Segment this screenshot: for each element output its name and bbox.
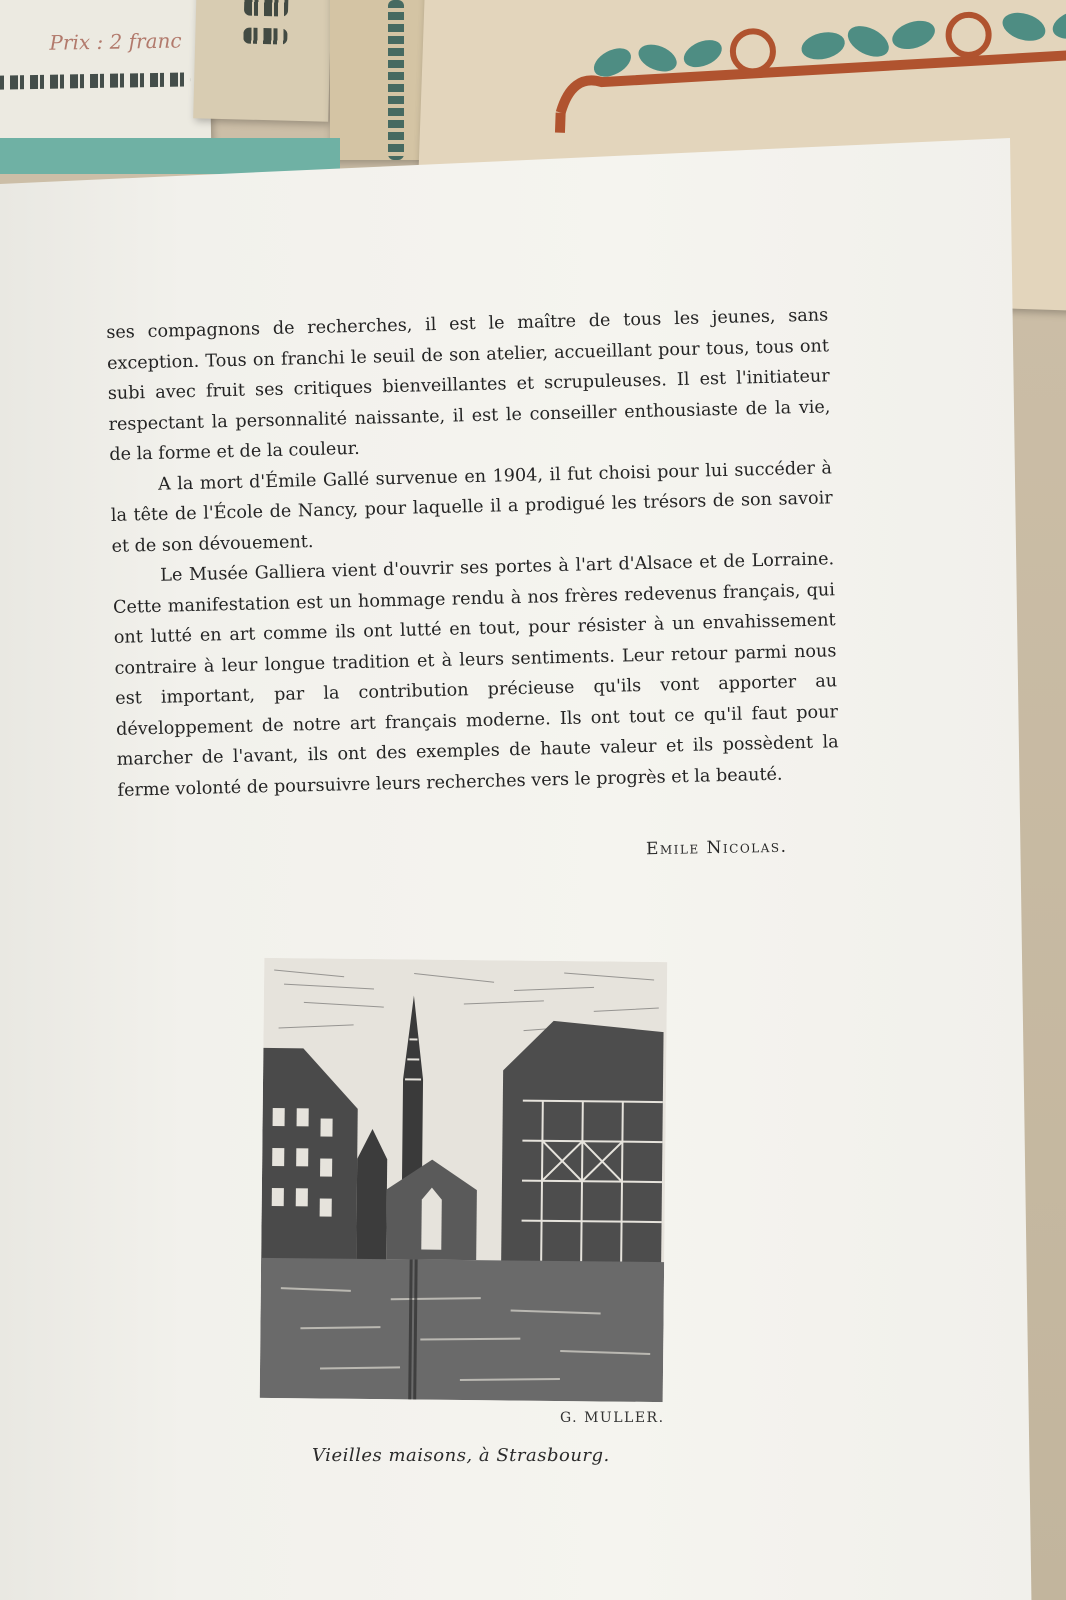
paragraph: A la mort d'Émile Gallé survenue en 1904, il fut choisi pour lui succéder à la tête de l'École de Nancy, pour laquelle il a prodigué les trésors de son savoir et de son dévouement. [110, 457, 833, 557]
article-body [106, 300, 840, 805]
illustration-credit: G. MULLER. [560, 1410, 665, 1426]
pamphlet-price-text: Prix : 2 franc [49, 28, 182, 55]
paragraph: ses compagnons de recherches, il est le maître de tous les jeunes, sans exception. Tous on franchi le seuil de son atelier, accueillant pour tous, tous ont subi avec fruit ses critiques bienveillantes et scrupuleuses. Il est l'initiateur respectant la personnalité naissante, il est le conseiller enthousiaste de la vie, de la forme et de la couleur. [106, 305, 831, 465]
pamphlet-ornament [244, 0, 289, 17]
illustration-caption: Vieilles maisons, à Strasbourg. [312, 1445, 610, 1466]
author-signature: Emile Nicolas. [645, 836, 788, 860]
background-pamphlet-middle [193, 0, 332, 122]
background-pamphlet-tall [330, 0, 430, 160]
pamphlet-ornament [243, 27, 287, 44]
pamphlet-border-ornament [0, 72, 190, 89]
etching-illustration [260, 958, 668, 1402]
pamphlet-vertical-ornament [388, 0, 404, 160]
teal-book-edge [0, 138, 340, 174]
paragraph: Le Musée Galliera vient d'ouvrir ses portes à l'art d'Alsace et de Lorraine. Cette manifestation est un hommage rendu à nos frères redevenus français, qui ont lutté en art comme ils ont lutté en tout, pour résister à un envahissement contraire à leur longue tradition et à leurs sentiments. Leur retour parmi nous est important, par la contribution précieuse qu'ils vont apporter au développement de notre art français moderne. Ils ont tout ce qu'il faut pour marcher de l'avant, ils ont des exemples de haute valeur et ils possèdent la ferme volonté de poursuivre leurs recherches vers le progrès et la beauté. [112, 549, 839, 801]
